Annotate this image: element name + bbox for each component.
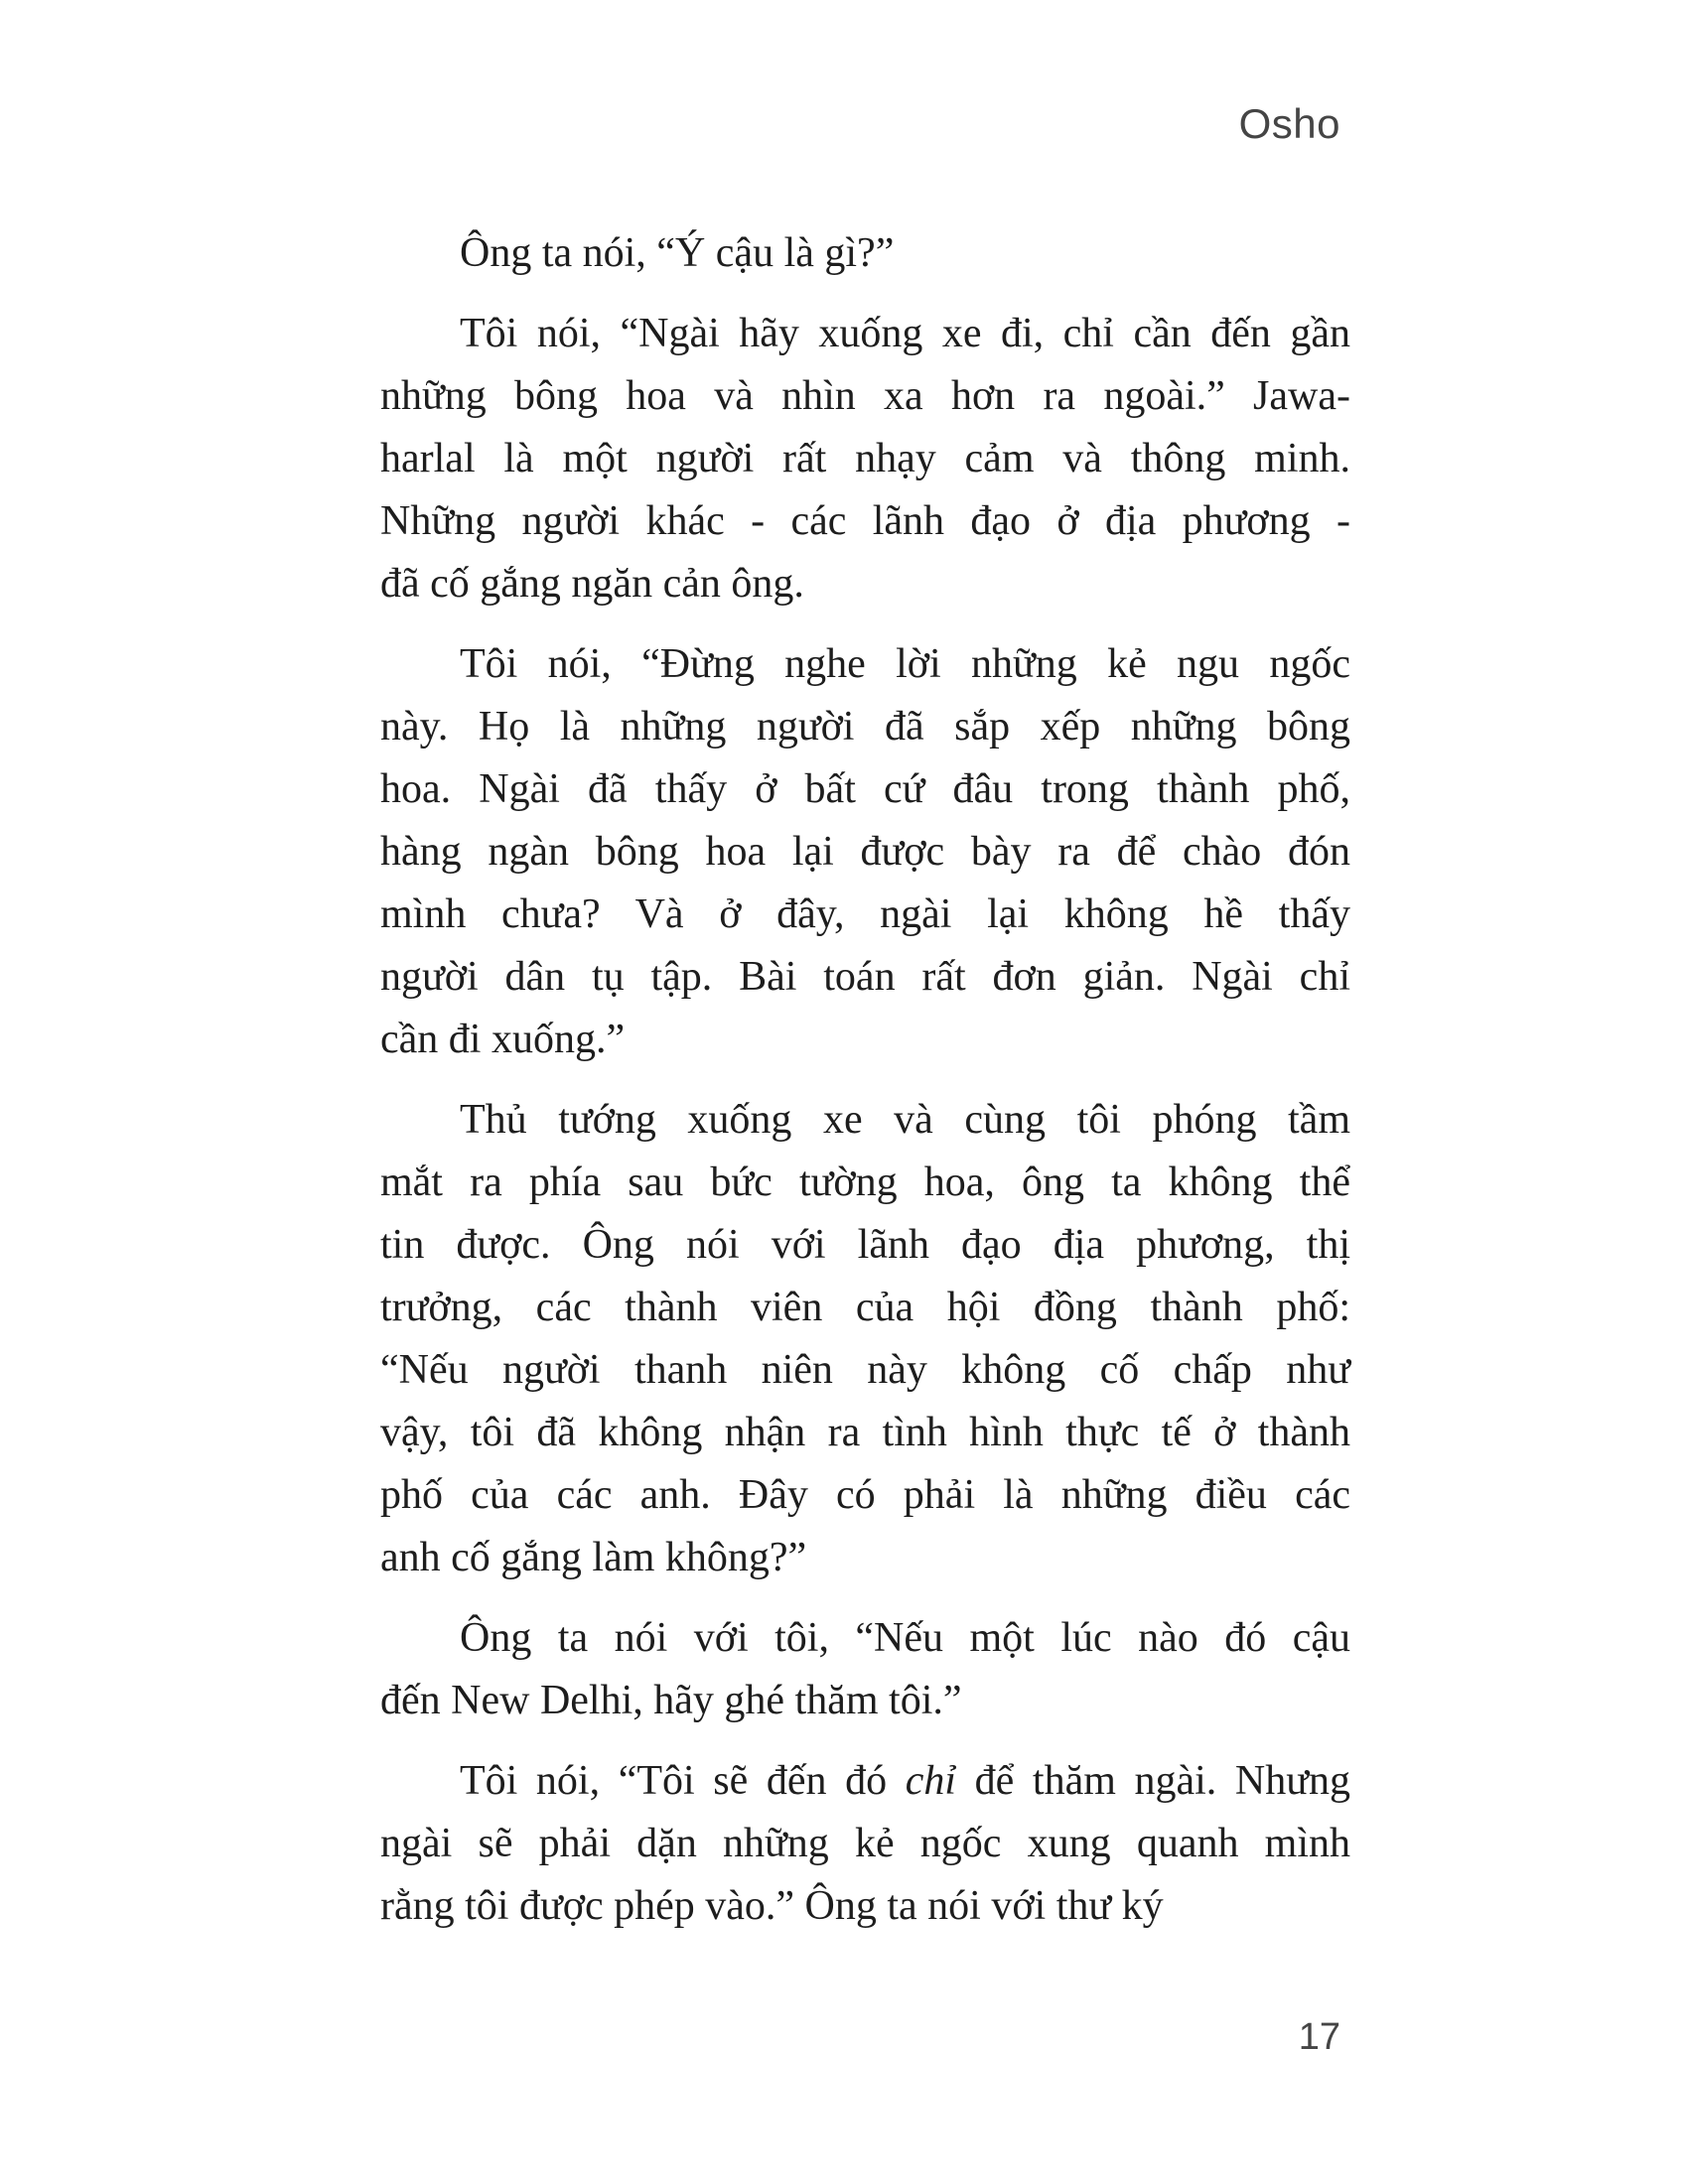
paragraph [380,303,1350,615]
text-line [380,1875,1350,1938]
text-line [380,303,1350,365]
text-line [380,428,1350,490]
text-line [380,633,1350,696]
text-line [380,758,1350,821]
text-segment: này. Họ là những người đã sắp xếp những bông [380,704,1350,750]
text-segment: người dân tụ tập. Bài toán rất đơn giản. Ngài chỉ [380,954,1350,1000]
text-segment: Tôi nói, “Ngài hãy xuống xe đi, chỉ cần đến gần [460,311,1350,356]
text-line [380,365,1350,428]
text-segment: phố của các anh. Đây có phải là những điều các [380,1472,1350,1518]
text-block [380,222,1350,1938]
paragraph [380,1607,1350,1732]
paragraph [380,1089,1350,1589]
text-line [380,1152,1350,1214]
text-segment: trưởng, các thành viên của hội đồng thành phố: [380,1285,1350,1330]
text-line [380,821,1350,884]
text-segment: đến New Delhi, hãy ghé thăm tôi.” [380,1678,962,1723]
text-line [380,1813,1350,1875]
text-segment: hàng ngàn bông hoa lại được bày ra để chào đón [380,829,1350,875]
text-line [380,1277,1350,1339]
text-segment: Ông ta nói với tôi, “Nếu một lúc nào đó cậu [460,1615,1350,1661]
text-line [380,1009,1350,1071]
text-line [380,1527,1350,1589]
text-segment: mình chưa? Và ở đây, ngài lại không hề thấy [380,891,1350,937]
page-number: 17 [1298,2016,1340,2058]
text-line [380,696,1350,758]
text-segment: Những người khác - các lãnh đạo ở địa phương - [380,498,1350,544]
text-line [380,1089,1350,1152]
paragraph [380,1750,1350,1938]
text-line [380,884,1350,946]
text-segment: Tôi nói, “Tôi sẽ đến đó [460,1758,906,1804]
text-segment: mắt ra phía sau bức tường hoa, ông ta không thể [380,1160,1350,1205]
text-segment: Tôi nói, “Đừng nghe lời những kẻ ngu ngốc [460,641,1350,687]
paragraph [380,633,1350,1071]
paragraph [380,222,1350,285]
text-segment: harlal là một người rất nhạy cảm và thông minh. [380,436,1350,481]
text-line [380,1402,1350,1464]
text-segment: hoa. Ngài đã thấy ở bất cứ đâu trong thành phố, [380,766,1350,812]
text-line [380,1464,1350,1527]
text-segment: để thăm ngài. Nhưng [956,1758,1350,1804]
emphasized-text: chỉ [905,1758,957,1804]
text-line [380,1750,1350,1813]
running-header: Osho [1238,100,1340,147]
text-segment: tin được. Ông nói với lãnh đạo địa phương, thị [380,1222,1350,1268]
text-line [380,1339,1350,1402]
text-segment: anh cố gắng làm không?” [380,1535,807,1580]
text-line [380,1607,1350,1670]
text-line [380,1670,1350,1732]
text-segment: đã cố gắng ngăn cản ông. [380,561,804,607]
text-segment: rằng tôi được phép vào.” Ông ta nói với thư ký [380,1883,1164,1929]
text-segment: Thủ tướng xuống xe và cùng tôi phóng tầm [460,1097,1350,1143]
text-line [380,946,1350,1009]
text-line [380,1214,1350,1277]
text-segment: ngài sẽ phải dặn những kẻ ngốc xung quanh mình [380,1821,1350,1866]
text-line [380,553,1350,615]
text-segment: “Nếu người thanh niên này không cố chấp như [380,1347,1350,1393]
text-segment: những bông hoa và nhìn xa hơn ra ngoài.” Jawa- [380,373,1350,419]
text-segment: cần đi xuống.” [380,1017,626,1062]
text-line [380,490,1350,553]
text-segment: Ông ta nói, “Ý cậu là gì?” [460,230,895,276]
text-line [380,222,1350,285]
text-segment: vậy, tôi đã không nhận ra tình hình thực tế ở thành [380,1410,1350,1455]
